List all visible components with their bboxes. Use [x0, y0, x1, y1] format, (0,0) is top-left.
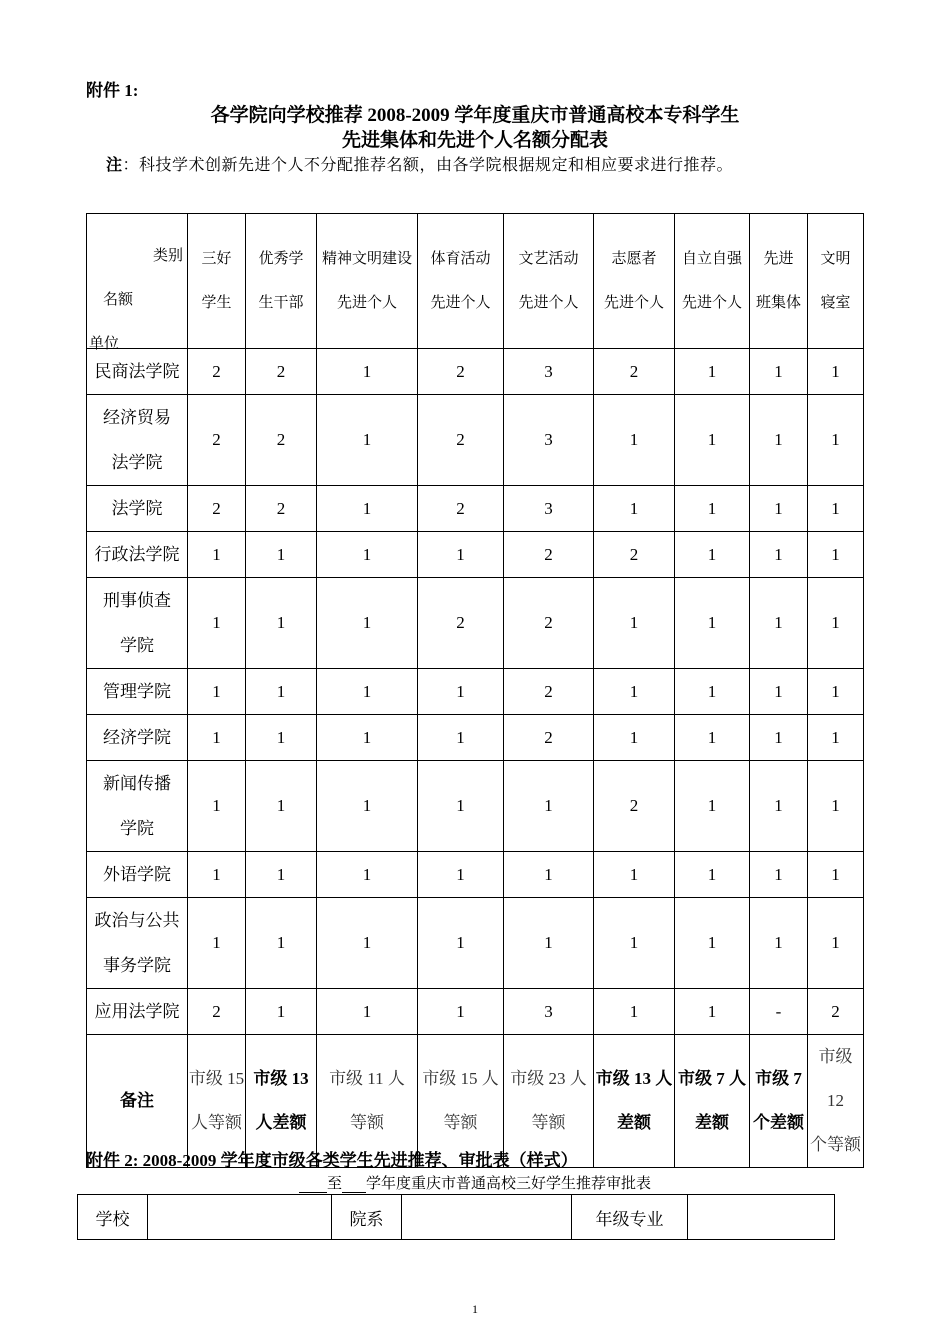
quota-cell: - [750, 989, 808, 1035]
corner-cell [87, 214, 188, 352]
quota-cell: 2 [808, 989, 864, 1035]
quota-cell: 1 [418, 898, 504, 989]
unit-name-cell: 刑事侦查 学院 [87, 578, 188, 669]
table-row [87, 486, 864, 532]
col-header: 文明 寝室 [808, 214, 864, 349]
quota-cell: 2 [246, 349, 317, 395]
col-header: 志愿者 先进个人 [594, 214, 675, 349]
table-row [87, 989, 864, 1035]
quota-cell: 1 [675, 761, 750, 852]
table-row [87, 761, 864, 852]
unit-name-cell: 经济学院 [87, 715, 188, 761]
quota-cell: 1 [594, 852, 675, 898]
quota-cell: 1 [675, 989, 750, 1035]
quota-cell: 1 [594, 715, 675, 761]
form-label-dept: 院系 [332, 1195, 402, 1240]
table-row [87, 898, 864, 989]
quota-cell: 1 [675, 898, 750, 989]
quota-cell: 1 [504, 898, 594, 989]
quota-cell: 1 [750, 898, 808, 989]
quota-cell: 1 [317, 852, 418, 898]
quota-cell: 2 [188, 395, 246, 486]
remark-cell: 市级 15 人等额 [188, 1035, 246, 1168]
quota-cell: 1 [808, 852, 864, 898]
col-header: 文艺活动 先进个人 [504, 214, 594, 349]
quota-cell: 2 [418, 578, 504, 669]
quota-cell: 1 [808, 532, 864, 578]
quota-cell: 1 [418, 669, 504, 715]
quota-cell: 1 [188, 532, 246, 578]
quota-cell: 1 [246, 715, 317, 761]
quota-cell: 1 [317, 349, 418, 395]
quota-cell: 2 [418, 349, 504, 395]
quota-table [86, 213, 864, 1168]
quota-cell: 1 [750, 349, 808, 395]
col-header: 精神文明建设 先进个人 [317, 214, 418, 349]
quota-cell: 1 [317, 395, 418, 486]
unit-name-cell: 外语学院 [87, 852, 188, 898]
quota-cell: 1 [808, 578, 864, 669]
quota-cell: 1 [188, 852, 246, 898]
quota-cell: 1 [418, 532, 504, 578]
remark-cell: 市级 7 人 差额 [675, 1035, 750, 1168]
quota-cell: 1 [594, 989, 675, 1035]
quota-cell: 2 [418, 395, 504, 486]
col-header: 三好 学生 [188, 214, 246, 349]
table-row [87, 669, 864, 715]
quota-cell: 1 [808, 395, 864, 486]
table-row [87, 349, 864, 395]
quota-cell: 1 [675, 532, 750, 578]
quota-cell: 1 [188, 898, 246, 989]
corner-quota: 名额 [103, 292, 134, 308]
quota-cell: 1 [750, 852, 808, 898]
attachment2-label: 附件 2: 2008-2009 学年度市级各类学生先进推荐、审批表（样式） [86, 1151, 578, 1170]
quota-cell: 1 [246, 761, 317, 852]
note [106, 152, 733, 175]
page-number: 1 [472, 1302, 478, 1316]
quota-cell: 1 [808, 715, 864, 761]
quota-cell: 1 [808, 349, 864, 395]
corner-category: 类别 [152, 248, 183, 264]
quota-cell: 1 [317, 486, 418, 532]
quota-cell: 1 [594, 578, 675, 669]
remark-cell: 市级 11 人 等额 [317, 1035, 418, 1168]
col-header: 自立自强 先进个人 [675, 214, 750, 349]
unit-name-cell: 民商法学院 [87, 349, 188, 395]
attachment1-label: 附件 1: [86, 81, 139, 100]
quota-cell: 1 [750, 486, 808, 532]
quota-cell: 2 [594, 349, 675, 395]
quota-cell: 1 [317, 532, 418, 578]
quota-cell: 1 [750, 669, 808, 715]
quota-cell: 1 [504, 852, 594, 898]
quota-cell: 1 [188, 761, 246, 852]
quota-cell: 1 [675, 578, 750, 669]
remark-cell: 市级 13 人 差额 [594, 1035, 675, 1168]
table-row [87, 715, 864, 761]
quota-cell: 3 [504, 349, 594, 395]
quota-cell: 1 [418, 989, 504, 1035]
col-header: 体育活动 先进个人 [418, 214, 504, 349]
remark-cell: 市级 13 人差额 [246, 1035, 317, 1168]
col-header: 优秀学 生干部 [246, 214, 317, 349]
remarks-label: 备注 [87, 1035, 188, 1168]
remark-cell: 市级 12 个等额 [808, 1035, 864, 1168]
unit-name-cell: 法学院 [87, 486, 188, 532]
quota-cell: 1 [750, 395, 808, 486]
blank-line [299, 1178, 327, 1193]
quota-cell: 1 [246, 898, 317, 989]
form-label-school: 学校 [78, 1195, 148, 1240]
quota-cell: 1 [594, 486, 675, 532]
quota-cell: 1 [246, 852, 317, 898]
unit-name-cell: 政治与公共 事务学院 [87, 898, 188, 989]
quota-cell: 1 [246, 669, 317, 715]
quota-cell: 1 [317, 898, 418, 989]
quota-cell: 1 [808, 761, 864, 852]
quota-cell: 2 [504, 715, 594, 761]
quota-cell: 1 [750, 532, 808, 578]
quota-cell: 1 [594, 669, 675, 715]
note-text: ：科技学术创新先进个人不分配推荐名额，由各学院根据规定和相应要求进行推荐。 [122, 157, 734, 174]
form-subtitle-text: 学年度重庆市普通高校三好学生推荐审批表 [366, 1176, 652, 1192]
quota-cell: 1 [317, 669, 418, 715]
corner-unit: 单位 [89, 336, 120, 352]
quota-cell: 2 [188, 486, 246, 532]
quota-cell: 3 [504, 395, 594, 486]
quota-cell: 1 [418, 715, 504, 761]
quota-cell: 2 [188, 989, 246, 1035]
form-input-school[interactable] [148, 1195, 332, 1240]
quota-cell: 1 [317, 989, 418, 1035]
unit-name-cell: 管理学院 [87, 669, 188, 715]
quota-cell: 2 [504, 532, 594, 578]
quota-cell: 1 [188, 669, 246, 715]
title-line1: 各学院向学校推荐 2008-2009 学年度重庆市普通高校本专科学生 [210, 105, 740, 126]
quota-cell: 1 [675, 395, 750, 486]
form-subtitle-to: 至 [326, 1176, 342, 1192]
quota-cell: 1 [675, 349, 750, 395]
quota-cell: 1 [750, 715, 808, 761]
quota-cell: 2 [504, 578, 594, 669]
quota-cell: 1 [246, 578, 317, 669]
note-label: 注 [106, 157, 123, 174]
quota-cell: 2 [594, 761, 675, 852]
quota-cell: 2 [188, 349, 246, 395]
table-row [87, 852, 864, 898]
quota-cell: 1 [317, 578, 418, 669]
unit-name-cell: 应用法学院 [87, 989, 188, 1035]
form-input-grade-major[interactable] [688, 1195, 835, 1240]
remark-cell: 市级 15 人 等额 [418, 1035, 504, 1168]
col-header: 先进 班集体 [750, 214, 808, 349]
unit-name-cell: 行政法学院 [87, 532, 188, 578]
form-subtitle [0, 1172, 950, 1193]
quota-cell: 1 [594, 395, 675, 486]
quota-cell: 1 [188, 578, 246, 669]
form-input-dept[interactable] [402, 1195, 572, 1240]
quota-cell: 1 [675, 669, 750, 715]
quota-cell: 1 [675, 486, 750, 532]
remark-cell: 市级 23 人 等额 [504, 1035, 594, 1168]
table-row [87, 578, 864, 669]
quota-cell: 1 [750, 578, 808, 669]
quota-cell: 2 [594, 532, 675, 578]
blank-line [342, 1178, 366, 1193]
quota-cell: 1 [808, 898, 864, 989]
quota-cell: 1 [808, 486, 864, 532]
quota-cell: 1 [675, 715, 750, 761]
quota-cell: 1 [246, 989, 317, 1035]
quota-cell: 3 [504, 989, 594, 1035]
quota-cell: 2 [504, 669, 594, 715]
unit-name-cell: 经济贸易 法学院 [87, 395, 188, 486]
unit-name-cell: 新闻传播 学院 [87, 761, 188, 852]
quota-cell: 2 [418, 486, 504, 532]
quota-cell: 2 [246, 395, 317, 486]
remark-cell: 市级 7 个差额 [750, 1035, 808, 1168]
quota-cell: 1 [188, 715, 246, 761]
approval-form-table [77, 1194, 835, 1240]
quota-cell: 1 [418, 852, 504, 898]
table-row [87, 395, 864, 486]
quota-cell: 3 [504, 486, 594, 532]
quota-cell: 2 [246, 486, 317, 532]
quota-cell: 1 [675, 852, 750, 898]
quota-cell: 1 [808, 669, 864, 715]
quota-cell: 1 [418, 761, 504, 852]
quota-cell: 1 [594, 898, 675, 989]
header-row [87, 214, 864, 349]
quota-cell: 1 [504, 761, 594, 852]
title-line2: 先进集体和先进个人名额分配表 [341, 130, 608, 151]
quota-cell: 1 [317, 715, 418, 761]
quota-cell: 1 [246, 532, 317, 578]
form-label-grade-major: 年级专业 [572, 1195, 688, 1240]
table-row [87, 532, 864, 578]
quota-cell: 1 [750, 761, 808, 852]
quota-cell: 1 [317, 761, 418, 852]
